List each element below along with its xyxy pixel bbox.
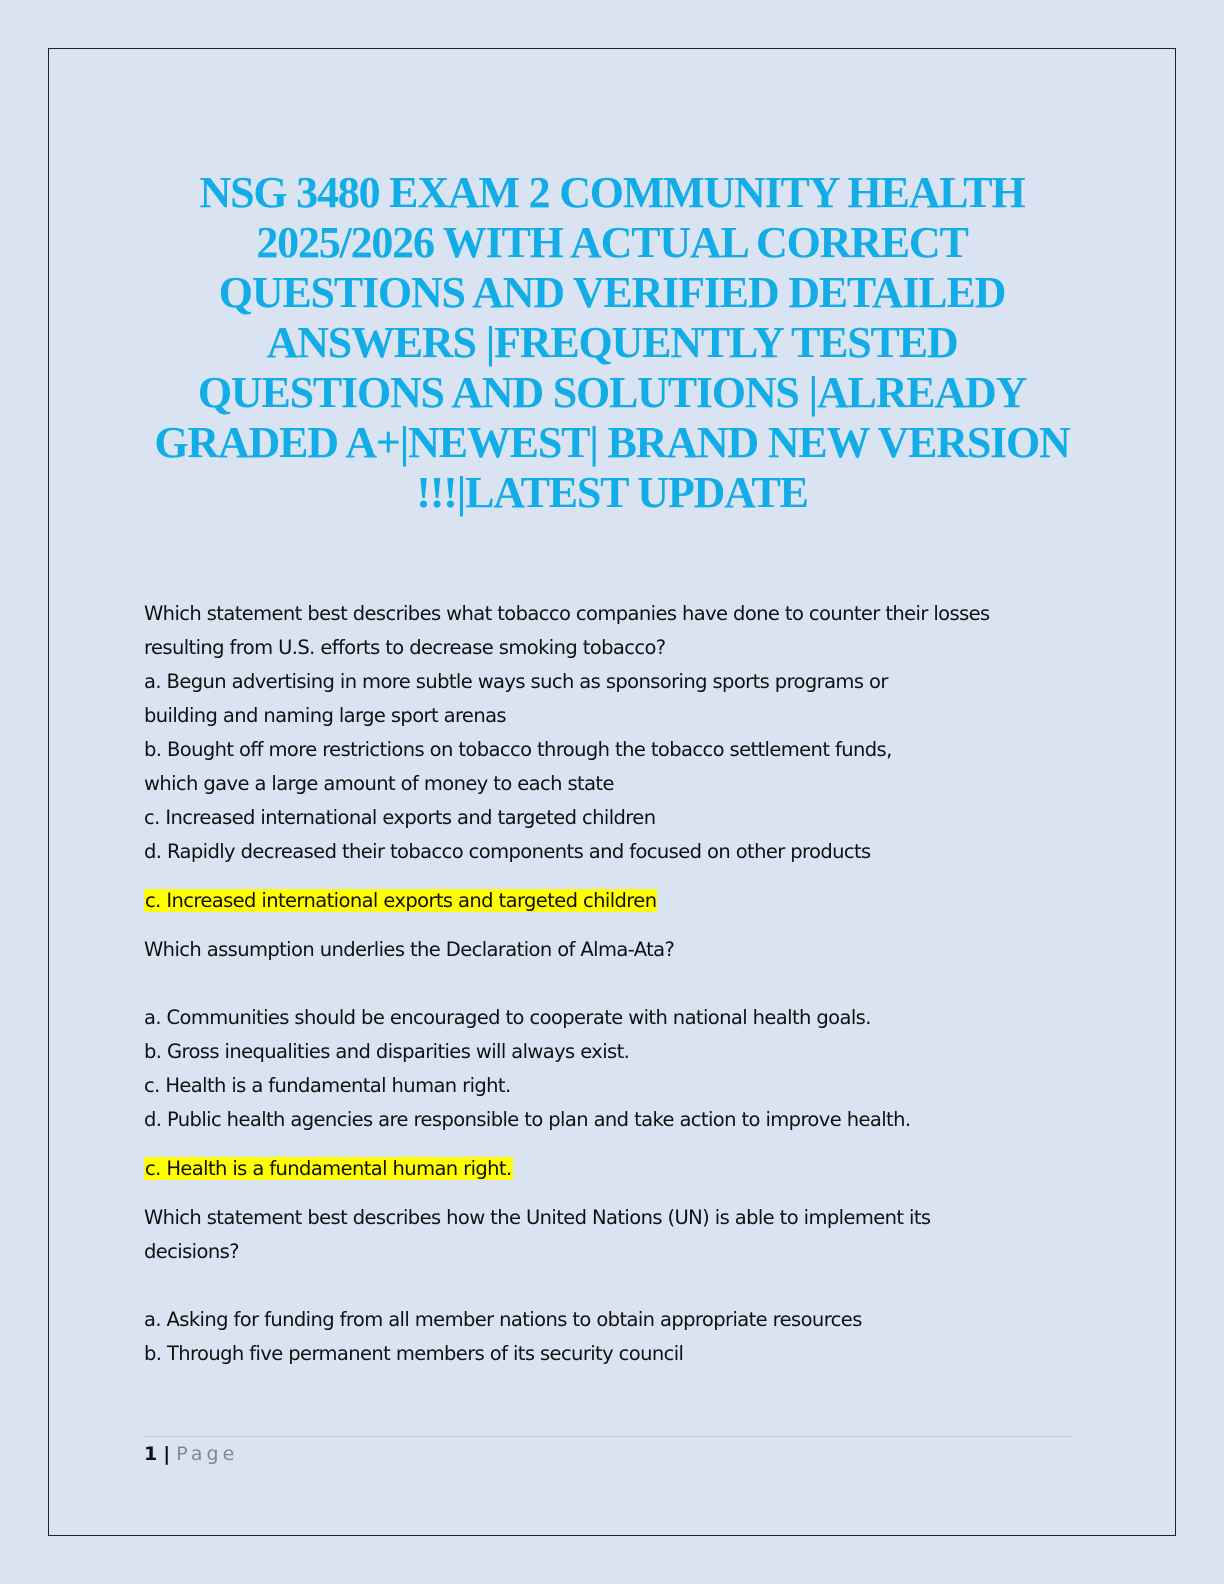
page-footer [144,1440,238,1468]
answer-text: c. Health is a fundamental human right. [145,1157,512,1180]
question-text: decisions? [144,1240,239,1263]
option-text: a. Begun advertising in more subtle ways such as sponsoring sports programs or [144,670,888,693]
question-text: Which assumption underlies the Declaration of Alma-Ata? [144,938,675,961]
document-title [120,168,1104,518]
question-text: Which statement best describes what tobacco companies have done to counter their losses [144,602,990,625]
document-body [144,597,1084,1371]
option-text: b. Gross inequalities and disparities will always exist. [144,1040,630,1063]
option-text: building and naming large sport arenas [144,704,506,727]
option-text: a. Asking for funding from all member nations to obtain appropriate resources [144,1308,862,1331]
option-text: c. Increased international exports and targeted children [144,806,656,829]
title-line: QUESTIONS AND VERIFIED DETAILED [218,268,1006,317]
question-text: Which statement best describes how the United Nations (UN) is able to implement its [144,1206,931,1229]
title-line: NSG 3480 EXAM 2 COMMUNITY HEALTH [199,168,1025,217]
footer-divider [144,1436,1072,1437]
option-text: d. Rapidly decreased their tobacco components and focused on other products [144,840,871,863]
page-number: 1 [144,1443,158,1465]
highlighted-answer [144,1152,1084,1186]
option-text: a. Communities should be encouraged to cooperate with national health goals. [144,1006,871,1029]
option-text: d. Public health agencies are responsible to plan and take action to improve health. [144,1108,911,1131]
highlighted-answer [144,884,1084,918]
option-text: b. Bought off more restrictions on tobacco through the tobacco settlement funds, [144,738,892,761]
title-line: 2025/2026 WITH ACTUAL CORRECT [256,218,968,267]
page-label: Page [176,1443,239,1465]
option-text: c. Health is a fundamental human right. [144,1074,511,1097]
title-line: ANSWERS |FREQUENTLY TESTED [266,318,958,367]
footer-separator: | [163,1443,171,1465]
question-block [144,597,1084,933]
option-text: which gave a large amount of money to each state [144,772,614,795]
question-block [144,933,1084,1201]
answer-text: c. Increased international exports and targeted children [145,889,657,912]
title-line: GRADED A+|NEWEST| BRAND NEW VERSION [154,418,1070,467]
question-text: resulting from U.S. efforts to decrease smoking tobacco? [144,636,666,659]
title-line: QUESTIONS AND SOLUTIONS |ALREADY [197,368,1027,417]
option-text: b. Through five permanent members of its security council [144,1342,684,1365]
title-line: !!!|LATEST UPDATE [416,468,808,517]
question-block [144,1201,1084,1371]
